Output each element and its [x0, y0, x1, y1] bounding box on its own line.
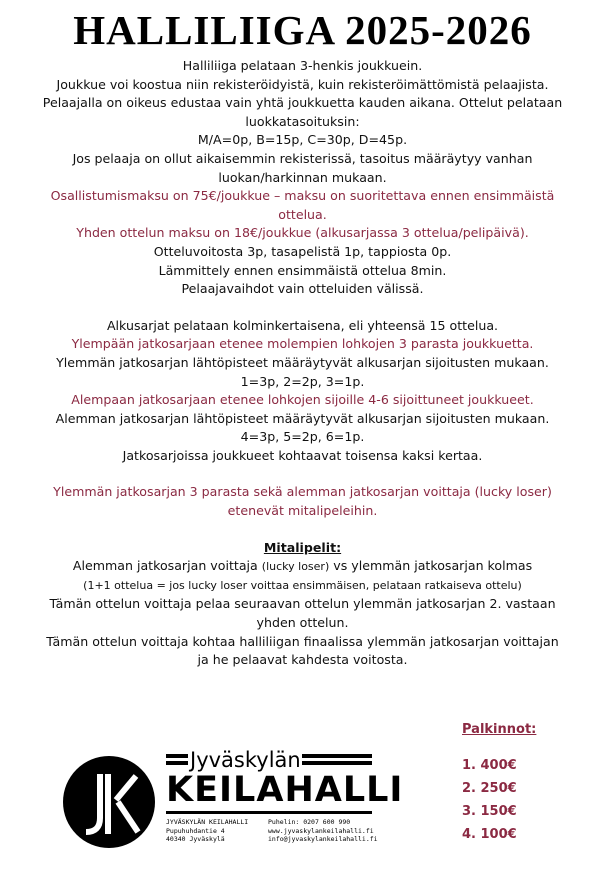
fee-line: Yhden ottelun maksu on 18€/joukkue (alkusarjassa 3 ottelua/pelipäivä).	[76, 225, 529, 241]
logo-bar	[166, 761, 188, 765]
rule-line: Otteluvoitosta 3p, tasapelistä 1p, tappiosta 0p.	[153, 243, 452, 259]
rule-line: luokan/harkinnan mukaan.	[218, 169, 387, 185]
rule-line: Jos pelaaja on ollut aikaisemmin rekisterissä, tasoitus määräytyy vanhan	[72, 150, 533, 166]
contact-web: www.jyvaskylankeilahalli.fi	[268, 826, 374, 835]
rule-line: Pelaajalla on oikeus edustaa vain yhtä joukkuetta kauden aikana. Ottelut pelataan	[42, 95, 563, 111]
prizes	[462, 722, 542, 846]
rule-line: Alemman jatkosarjan lähtöpisteet määräytyvät alkusarjan sijoitusten mukaan.	[55, 410, 550, 426]
contact-phone: Puhelin: 0207 600 990	[268, 818, 351, 826]
rule-line: M/A=0p, B=15p, C=30p, D=45p.	[197, 132, 408, 148]
mitali-line: Tämän ottelun voittaja pelaa seuraavan ottelun ylemmän jatkosarjan 2. vastaan	[49, 596, 556, 612]
keilahalli-logo	[62, 748, 404, 858]
prize-item: 4. 100€	[462, 827, 517, 842]
rule-line: Alkusarjat pelataan kolminkertaisena, eli yhteensä 15 ottelua.	[106, 317, 499, 333]
mitali-line	[10, 557, 595, 577]
mitali-line-a: Alemman jatkosarjan voittaja	[72, 558, 262, 574]
mitali-line-c: vs ylemmän jatkosarjan kolmas	[329, 558, 533, 574]
logo-address	[166, 818, 248, 844]
logo-name: KEILAHALLI	[166, 770, 404, 810]
prizes-heading: Palkinnot:	[462, 722, 537, 737]
mitali-line: ja he pelaavat kahdesta voitosta.	[197, 652, 408, 668]
address-name: JYVÄSKYLÄN KEILAHALLI	[166, 818, 249, 826]
rule-line: Lämmittely ennen ensimmäistä ottelua 8min.	[158, 262, 447, 278]
prize-item: 2. 250€	[462, 781, 517, 796]
rule-line: 1=3p, 2=2p, 3=1p.	[240, 373, 365, 389]
mitali-line-b: (lucky loser)	[261, 560, 330, 574]
logo-bar	[166, 754, 188, 758]
mitalipelit-heading: Mitalipelit:	[263, 539, 342, 555]
highlight-line: etenevät mitalipeleihin.	[227, 503, 378, 519]
address-street: Pupuhuhdantie 4	[166, 826, 225, 835]
rule-line: Halliliiga pelataan 3-henkis joukkuein.	[182, 58, 423, 73]
fee-line: Osallistumismaksu on 75€/joukkue – maksu on suoritettava ennen ensimmäistä	[50, 188, 555, 204]
contact-email: info@jyvaskylankeilahalli.fi	[268, 835, 378, 843]
mitali-note: (1+1 ottelua = jos lucky loser voittaa ensimmäisen, pelataan ratkaiseva ottelu)	[83, 578, 522, 592]
rule-line: Pelaajavaihdot vain otteluiden välissä.	[181, 281, 424, 297]
highlight-line: Ylemmän jatkosarjan 3 parasta sekä alemman jatkosarjan voittaja (lucky loser)	[53, 484, 552, 500]
rule-line: Jatkosarjoissa joukkueet kohtaavat toisensa kaksi kertaa.	[122, 447, 483, 463]
mitali-line: Tämän ottelun voittaja kohtaa halliliigan finaalissa ylemmän jatkosarjan voittajan	[46, 633, 559, 649]
highlight-line: Alempaan jatkosarjaan etenee lohkojen sijoille 4-6 sijoittuneet joukkueet.	[71, 392, 534, 408]
prize-item: 1. 400€	[462, 758, 517, 773]
page-title: HALLILIIGA 2025-2026	[73, 7, 532, 53]
rule-line: 4=3p, 5=2p, 6=1p.	[240, 429, 365, 445]
logo-bar	[166, 811, 372, 814]
logo-city: Jyväskylän	[190, 748, 301, 772]
fee-line: ottelua.	[278, 206, 327, 222]
rules-text	[10, 57, 595, 670]
rule-line: Ylemmän jatkosarjan lähtöpisteet määräytyvät alkusarjan sijoitusten mukaan.	[56, 354, 549, 370]
address-city: 40340 Jyväskylä	[166, 835, 225, 843]
rule-line: luokkatasoituksin:	[245, 113, 360, 129]
logo-bar	[302, 754, 372, 758]
logo-bar	[302, 761, 372, 765]
highlight-line: Ylempään jatkosarjaan etenee molempien lohkojen 3 parasta joukkuetta.	[71, 336, 534, 352]
rule-line: Joukkue voi koostua niin rekisteröidyistä, kuin rekisteröimättömistä pelaajista.	[56, 76, 549, 92]
mitali-line: yhden ottelun.	[256, 615, 349, 631]
logo-contact	[268, 818, 378, 844]
prize-item: 3. 150€	[462, 804, 517, 819]
jk-monogram-icon	[62, 752, 156, 852]
